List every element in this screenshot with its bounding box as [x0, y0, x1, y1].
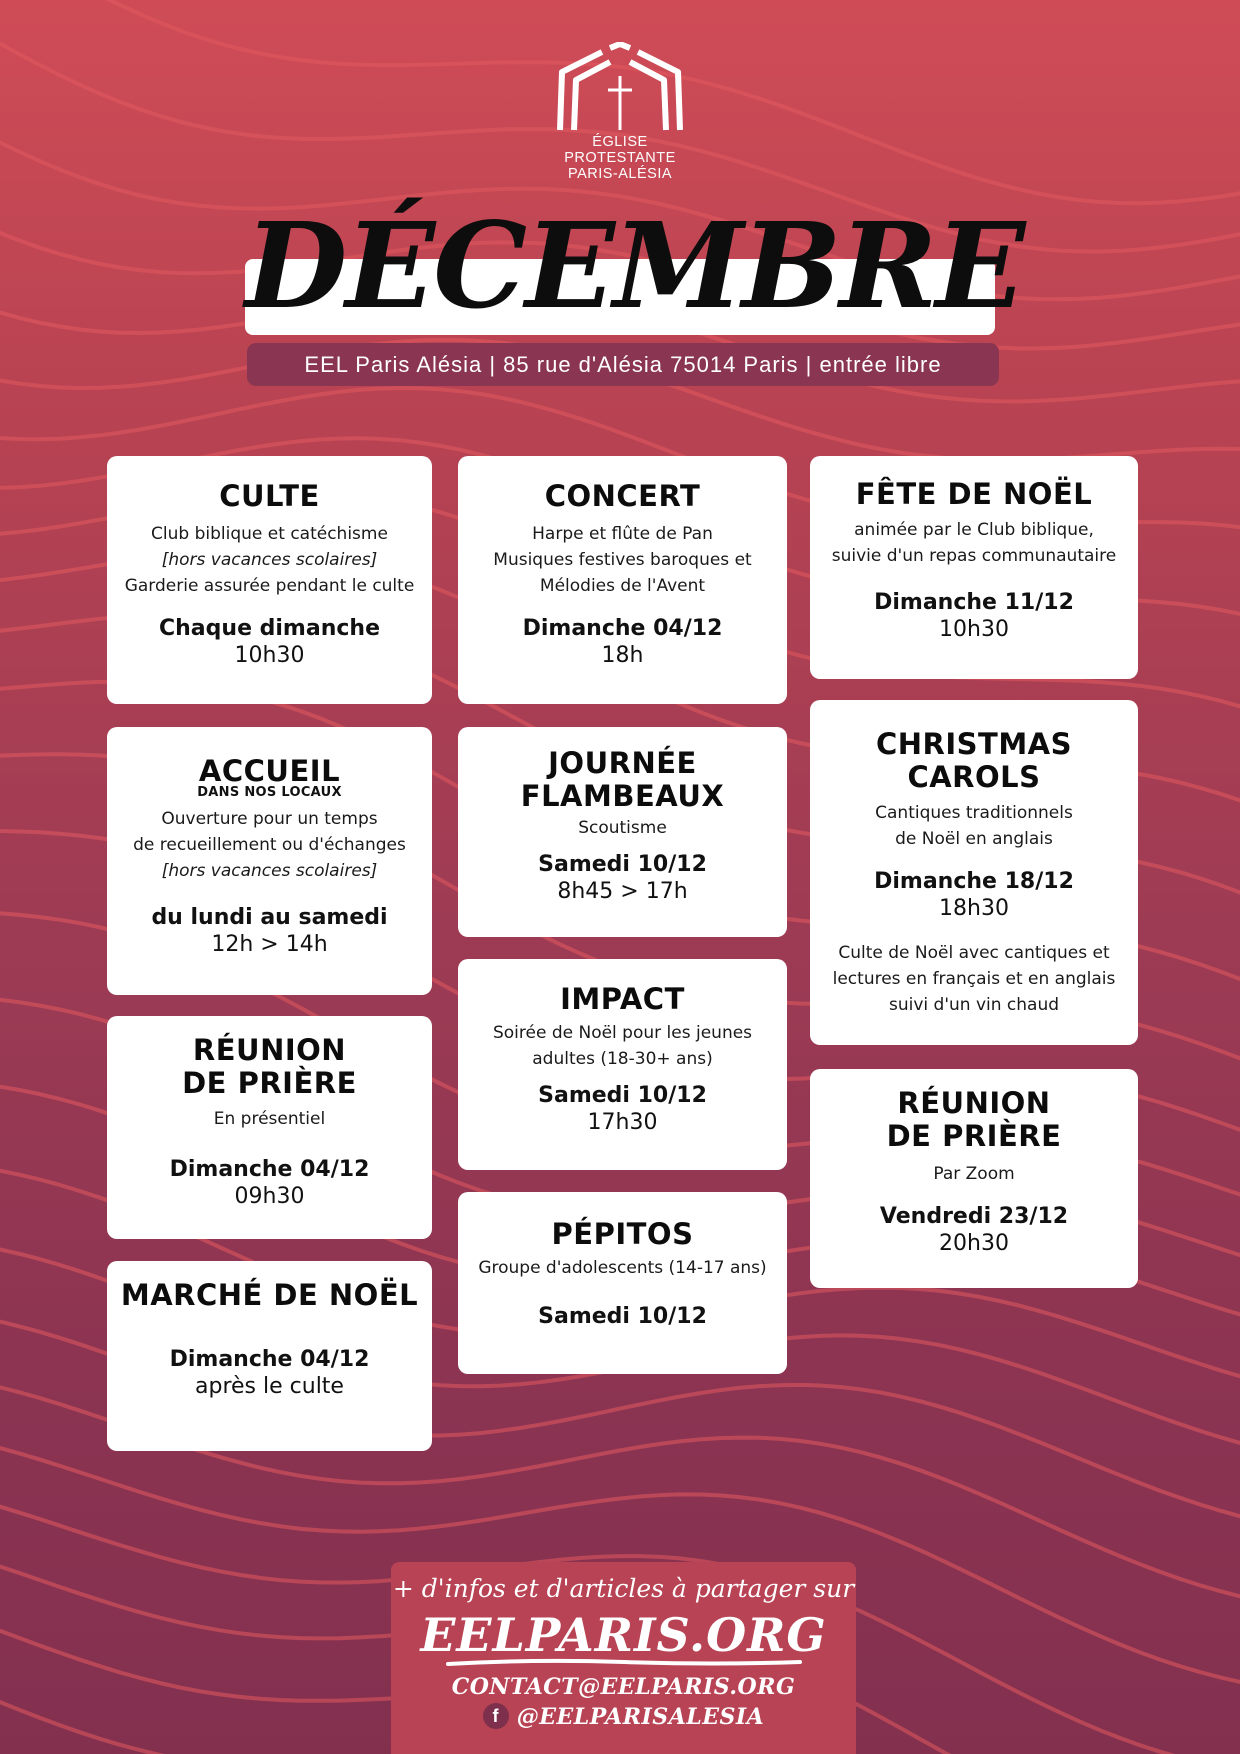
event-description: Groupe d'adolescents (14-17 ans)	[478, 1258, 767, 1278]
event-note	[810, 940, 1138, 1018]
event-day: Dimanche 04/12	[522, 616, 723, 641]
event-card-fete-de-noel	[810, 456, 1138, 679]
event-title: IMPACT	[560, 982, 685, 1016]
facebook-link[interactable]	[391, 1702, 856, 1732]
event-title: FÊTE DE NOËL	[855, 477, 1093, 511]
church-logo	[540, 42, 700, 182]
event-description: Par Zoom	[933, 1164, 1015, 1184]
title-line: RÉUNION	[192, 1033, 347, 1067]
event-time: 17h30	[587, 1110, 658, 1135]
event-card-priere-presentiel	[107, 1016, 432, 1239]
facebook-handle: @EELPARISALESIA	[516, 1704, 765, 1730]
event-card-concert	[458, 456, 787, 704]
logo-text-line-2: PROTESTANTE	[564, 150, 676, 166]
event-description	[810, 517, 1138, 569]
page-title: DÉCEMBRE	[245, 196, 1024, 335]
event-card-culte	[107, 456, 432, 704]
event-title	[810, 728, 1138, 794]
event-day: Dimanche 04/12	[169, 1157, 370, 1182]
event-title: ACCUEIL	[198, 754, 341, 788]
event-time: 09h30	[234, 1184, 305, 1209]
facebook-icon: f	[483, 1703, 509, 1729]
event-title: CULTE	[219, 479, 320, 513]
event-card-accueil	[107, 727, 432, 995]
event-subtitle: DANS NOS LOCAUX	[197, 785, 342, 800]
event-day: Dimanche 04/12	[169, 1347, 370, 1372]
footer-tagline: + d'infos et d'articles à partager sur	[392, 1574, 855, 1603]
desc-line: de Noël en anglais	[895, 829, 1053, 849]
desc-line: Club biblique et catéchisme	[151, 524, 388, 544]
desc-line: Soirée de Noël pour les jeunes	[492, 1023, 753, 1043]
title-line: RÉUNION	[897, 1086, 1051, 1120]
event-schedule	[810, 589, 1138, 643]
event-title	[810, 1087, 1138, 1153]
note-line: suivi d'un vin chaud	[888, 995, 1060, 1015]
website-link[interactable]: EELPARIS.ORG	[420, 1608, 827, 1662]
event-time: 20h30	[939, 1231, 1009, 1256]
desc-line: Cantiques traditionnels	[875, 803, 1073, 823]
event-schedule	[458, 1082, 787, 1136]
desc-line: animée par le Club biblique,	[854, 520, 1094, 540]
event-schedule	[107, 615, 432, 669]
event-description	[458, 1020, 787, 1072]
event-card-christmas-carols	[810, 700, 1138, 1045]
desc-line: adultes (18-30+ ans)	[532, 1049, 713, 1069]
title-block	[0, 196, 1240, 339]
logo-text-line-1: ÉGLISE	[592, 134, 648, 150]
event-schedule	[458, 851, 787, 905]
desc-line: Harpe et flûte de Pan	[532, 524, 713, 544]
event-description	[458, 521, 787, 599]
logo-text-line-3: PARIS-ALÉSIA	[567, 166, 673, 182]
event-day: Vendredi 23/12	[879, 1204, 1069, 1229]
event-description	[810, 800, 1138, 852]
address-banner: EEL Paris Alésia | 85 rue d'Alésia 75014 Paris | entrée libre	[247, 343, 999, 386]
event-day: Dimanche 18/12	[874, 869, 1074, 894]
event-schedule	[458, 615, 787, 669]
event-title: CONCERT	[544, 479, 701, 513]
title-line: JOURNÉE	[548, 746, 697, 780]
event-card-journee-flambeaux	[458, 727, 787, 937]
event-time: après le culte	[195, 1374, 344, 1399]
event-schedule	[107, 1346, 432, 1400]
event-schedule	[458, 1303, 787, 1330]
note-line: Culte de Noël avec cantiques et	[838, 943, 1110, 963]
desc-line: Musiques festives baroques et	[493, 550, 752, 570]
church-arch-cross-icon	[550, 42, 690, 134]
event-schedule	[107, 904, 432, 958]
event-day: du lundi au samedi	[151, 905, 388, 930]
event-time: 10h30	[234, 643, 305, 668]
event-card-pepitos	[458, 1192, 787, 1374]
desc-note: [hors vacances scolaires]	[161, 861, 378, 881]
event-day: Samedi 10/12	[538, 852, 707, 877]
note-line: lectures en français et en anglais	[832, 969, 1116, 989]
event-title	[458, 747, 787, 813]
event-day: Samedi 10/12	[538, 1304, 707, 1329]
event-schedule	[810, 868, 1138, 922]
event-card-marche	[107, 1261, 432, 1451]
desc-line	[107, 547, 432, 573]
title-banner	[245, 196, 1024, 335]
event-time: 18h	[601, 643, 644, 668]
event-title: PÉPITOS	[551, 1217, 694, 1251]
desc-line: Ouverture pour un temps	[161, 809, 378, 829]
desc-line: Mélodies de l'Avent	[539, 576, 706, 596]
title-line: DE PRIÈRE	[886, 1119, 1062, 1153]
event-time: 10h30	[939, 617, 1009, 642]
event-day: Samedi 10/12	[538, 1083, 707, 1108]
desc-note: [hors vacances scolaires]	[161, 550, 378, 570]
event-day: Chaque dimanche	[159, 616, 380, 641]
event-description	[107, 806, 432, 884]
event-card-priere-zoom	[810, 1069, 1138, 1288]
event-day: Dimanche 11/12	[874, 590, 1074, 615]
desc-line: Garderie assurée pendant le culte	[124, 576, 415, 596]
event-time: 8h45 > 17h	[557, 879, 688, 904]
event-title	[107, 1034, 432, 1100]
event-description: En présentiel	[213, 1109, 326, 1129]
title-line: FLAMBEAUX	[520, 779, 725, 813]
event-description	[107, 521, 432, 599]
event-description: Scoutisme	[578, 818, 667, 838]
title-line: CAROLS	[907, 760, 1041, 794]
event-card-impact	[458, 959, 787, 1170]
event-time: 12h > 14h	[211, 932, 328, 957]
event-schedule	[810, 1203, 1138, 1257]
event-time: 18h30	[939, 896, 1009, 921]
title-line: CHRISTMAS	[875, 727, 1073, 761]
contact-email-link[interactable]: CONTACT@EELPARIS.ORG	[451, 1674, 796, 1700]
desc-line	[107, 858, 432, 884]
desc-line: suivie d'un repas communautaire	[831, 546, 1117, 566]
event-title: MARCHÉ DE NOËL	[120, 1278, 419, 1312]
title-line: DE PRIÈRE	[182, 1066, 357, 1100]
event-schedule	[107, 1156, 432, 1210]
footer-panel	[391, 1562, 856, 1754]
desc-line: de recueillement ou d'échanges	[133, 835, 406, 855]
